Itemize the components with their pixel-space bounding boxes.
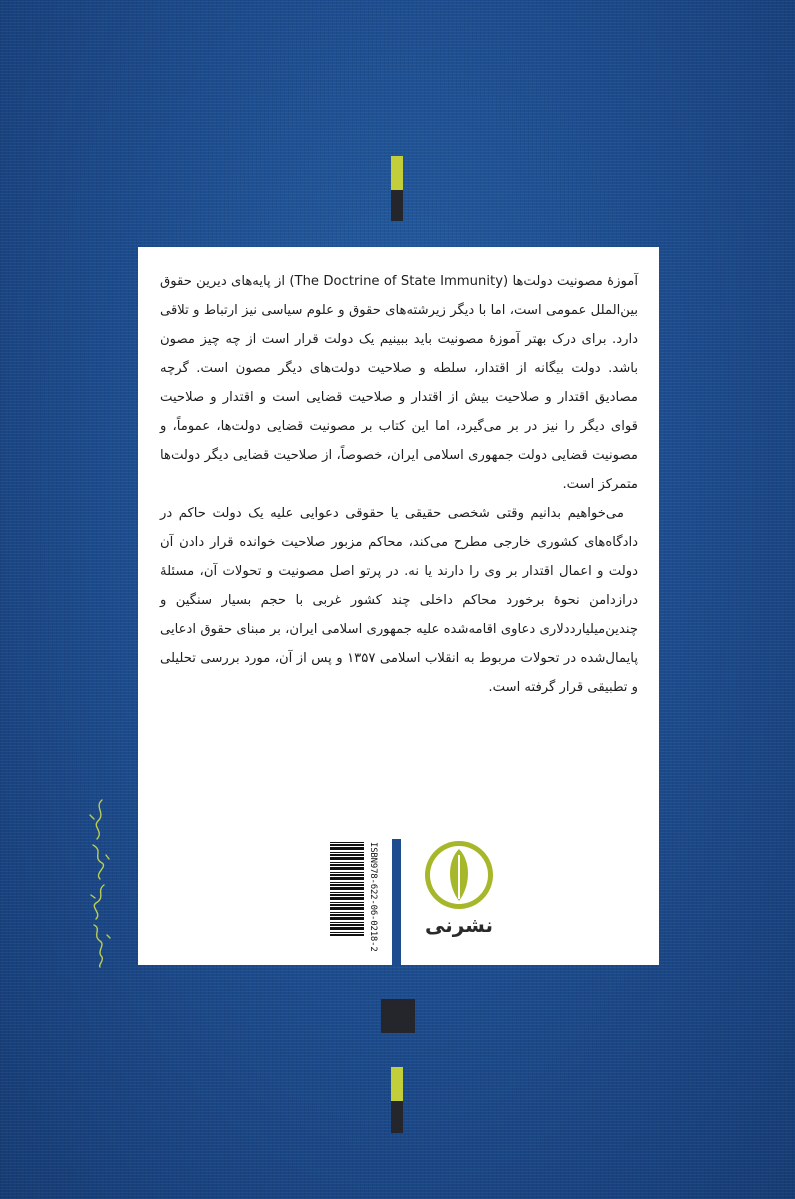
description-paragraph-2: می‌خواهیم بدانیم وقتی شخصی حقیقی یا حقوقی دعوایی علیه یک دولت حاکم در دادگاه‌های کشوری خارجی مطرح می‌کند، محاکم مزبور صلاحیت خوانده قرار دادن آن دولت و اعمال اقتدار بر وی را دارند یا نه. در پرتو اصل مصونیت و تحولات آن، مسئلهٔ درازدامن نحوهٔ برخورد محاکم داخلی چند کشور غربی با حجم بسیار سنگین و چندین‌میلیارددلاری دعاوی اقامه‌شده علیه جمهوری اسلامی ایران، بر مبنای حقوق ادعایی پایمال‌شده در تحولات مربوط به انقلاب اسلامی ۱۳۵۷ و پس از آن، مورد بررسی تحلیلی و تطبیقی قرار گرفته است.: [160, 506, 638, 695]
designer-signature-icon: [84, 795, 114, 970]
publisher-leaf-logo-icon: [418, 837, 500, 913]
barcode-icon: [330, 842, 364, 936]
isbn-barcode: [330, 842, 384, 952]
book-description: [160, 267, 638, 702]
publisher-logo: [418, 837, 500, 949]
decorative-bar-bottom-dark: [391, 1101, 403, 1133]
isbn-text: ISBN978-622-06-0218-2: [368, 842, 378, 952]
decorative-bar-top-yellow: [391, 156, 403, 190]
vertical-divider: [392, 839, 401, 965]
back-cover-text-panel: [138, 247, 659, 965]
decorative-bar-top-dark: [391, 190, 403, 221]
publisher-name: نشرنی: [424, 913, 494, 937]
description-paragraph-1: آموزهٔ مصونیت دولت‌ها (The Doctrine of State Immunity) از پایه‌های دیرین حقوق بین‌الملل عمومی است، اما با دیگر زیرشته‌های حقوق و علوم سیاسی نیز ارتباط و تلاقی دارد. برای درک بهتر آموزهٔ مصونیت باید ببینیم یک دولت قرار است از چه چیز مصون باشد. دولت بیگانه از اقتدار، سلطه و صلاحیت دولت‌های دیگر مصون است. گرچه مصادیق اقتدار و صلاحیت بیش از اقتدار و صلاحیت قضایی است و اقتدار و صلاحیت قوای دیگر را نیز در بر می‌گیرد، اما این کتاب بر مصونیت قضایی دولت‌ها، عموماً، و مصونیت قضایی دولت جمهوری اسلامی ایران، خصوصاً، از صلاحیت قضایی دیگر دولت‌ها متمرکز است.: [160, 274, 638, 492]
decorative-bar-bottom-yellow: [391, 1067, 403, 1101]
decorative-square: [381, 999, 415, 1033]
